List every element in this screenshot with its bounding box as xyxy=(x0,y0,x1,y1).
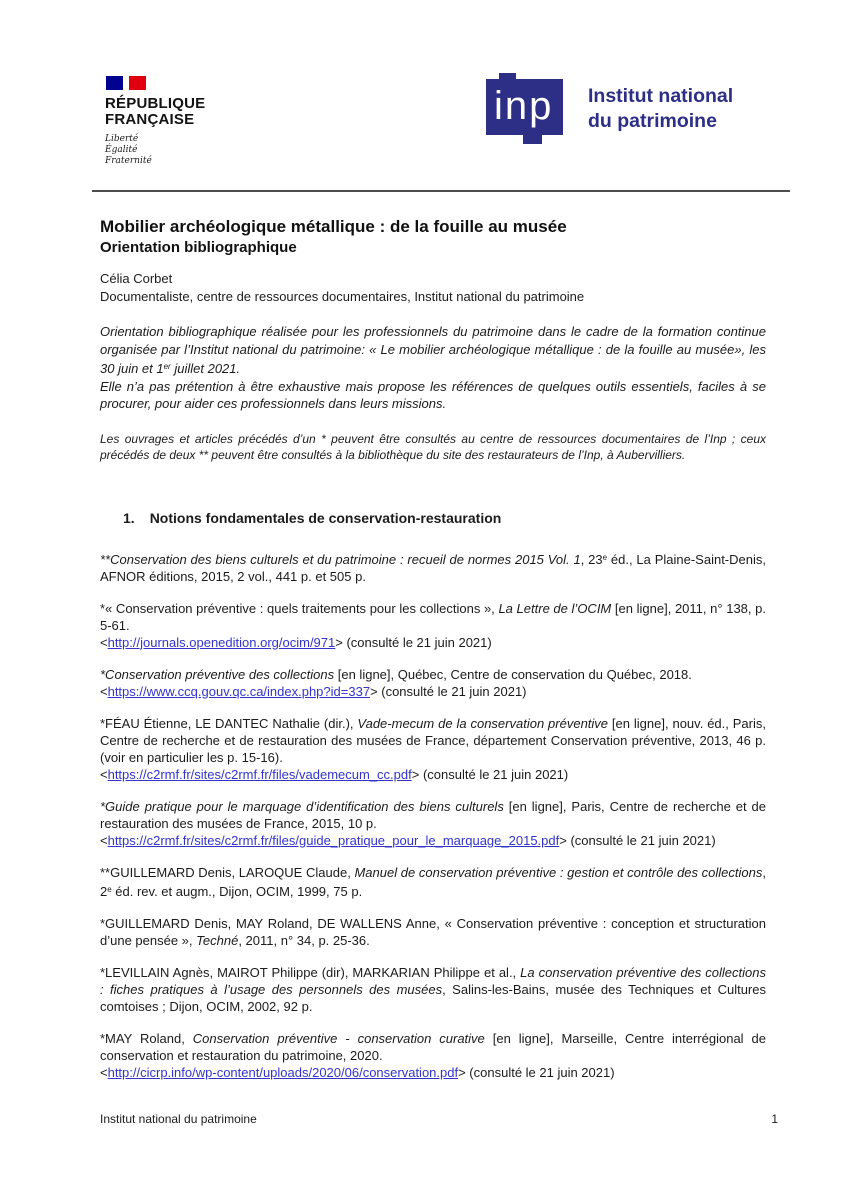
republique-francaise-logo xyxy=(105,76,205,167)
inp-label-line1: Institut national xyxy=(588,85,734,107)
bibliography-entry xyxy=(100,549,766,585)
text-run: , 23 xyxy=(580,551,603,567)
text-run: [en ligne], nouv. éd., Paris, Centre de recherche et de restauration des musées de France, département Conservation préventive, 2013, 46 p. (voir en particulier les p. 15-16). xyxy=(100,715,766,765)
text-run: [en ligne], 2011, n° 138, p. 5-61. xyxy=(100,600,767,633)
text-run: *MAY Roland, xyxy=(100,1030,193,1046)
text-run: Conservation préventive - conservation curative xyxy=(192,1030,485,1046)
text-run: < xyxy=(100,832,108,848)
text-run: > (consulté le 21 juin 2021) xyxy=(559,832,716,848)
text-run: [en ligne], Marseille, Centre interrégional de conservation et restauration du patrimoine, 2020. xyxy=(100,1030,766,1063)
text-run: , 2 xyxy=(100,864,766,899)
motto-egalite: Égalité xyxy=(105,145,138,155)
text-run: Elle n’a pas prétention à être exhaustive mais propose les références de quelques outils essentiels, faciles à se procurer, pour aider ces professionnels dans leurs missions. xyxy=(100,378,766,411)
inp-logo xyxy=(486,79,734,135)
republique-motto xyxy=(105,134,205,167)
text-run: *GUILLEMARD Denis, MAY Roland, DE WALLENS Anne, « Conservation préventive : conception et structuration d’une pensée », xyxy=(100,915,766,948)
text-run: , Salins-les-Bains, musée des Techniques et Cultures comtoises ; Dijon, OCIM, 2002, 92 p. xyxy=(100,981,766,1014)
text-run: La Lettre de l’OCIM xyxy=(498,600,612,616)
text-run: < xyxy=(100,1064,108,1080)
text-run: Les ouvrages et articles précédés d’un * peuvent être consultés au centre de ressources documentaires de l’Inp ; ceux précédés de deux ** peuvent être consultés à la bibliothèque du site des restaurateurs de l’Inp, à Aubervilliers. xyxy=(100,431,766,462)
section-heading xyxy=(100,509,766,527)
flag-red-stripe xyxy=(129,76,146,90)
footer-institution: Institut national du patrimoine xyxy=(100,1112,257,1126)
motto-liberte: Liberté xyxy=(105,134,139,144)
reference-link[interactable]: https://c2rmf.fr/sites/c2rmf.fr/files/vademecum_cc.pdf xyxy=(107,766,412,782)
text-run: e xyxy=(107,884,112,894)
header-divider xyxy=(92,190,790,192)
text-run: éd., La Plaine-Saint-Denis, AFNOR éditions, 2015, 2 vol., 441 p. et 505 p. xyxy=(100,551,766,584)
inp-logo-box xyxy=(486,79,563,135)
text-run: er xyxy=(163,362,171,371)
intro-paragraph xyxy=(100,323,766,413)
bibliography-entry xyxy=(100,600,766,651)
text-run: **Conservation des biens culturels et du patrimoine : recueil de normes 2015 Vol. 1 xyxy=(100,551,581,567)
reference-link[interactable]: https://www.ccq.gouv.qc.ca/index.php?id=337 xyxy=(107,683,371,699)
text-run: juillet 2021. xyxy=(170,361,241,376)
bibliography-entry xyxy=(100,1030,766,1081)
text-run: La conservation préventive des collections : fiches pratiques à l’usage des personnels des musées xyxy=(100,964,766,997)
text-run: < xyxy=(100,766,108,782)
section-number: 1. xyxy=(123,509,135,526)
text-run: Vade-mecum de la conservation préventive xyxy=(357,715,609,731)
bibliography-list xyxy=(100,549,766,1081)
text-run: [en ligne], Québec, Centre de conservation du Québec, 2018. xyxy=(334,666,692,682)
page-number: 1 xyxy=(771,1112,778,1126)
text-run: > (consulté le 21 juin 2021) xyxy=(335,634,492,650)
text-run: > (consulté le 21 juin 2021) xyxy=(370,683,527,699)
republique-name-line1: RÉPUBLIQUE xyxy=(105,95,206,112)
text-run: < xyxy=(100,634,108,650)
section-title: Notions fondamentales de conservation-restauration xyxy=(149,509,502,526)
bibliography-entry xyxy=(100,964,766,1015)
bibliography-entry xyxy=(100,798,766,849)
bibliography-entry xyxy=(100,864,766,900)
page-subtitle: Orientation bibliographique xyxy=(100,239,297,256)
availability-note xyxy=(100,431,766,463)
inp-acronym: inp xyxy=(494,84,554,128)
author-role: Documentaliste, centre de ressources documentaires, Institut national du patrimoine xyxy=(100,289,585,304)
text-run: < xyxy=(100,683,108,699)
author-block xyxy=(100,270,766,306)
text-run: e xyxy=(602,552,608,562)
inp-label-line2: du patrimoine xyxy=(588,110,717,132)
author-name: Célia Corbet xyxy=(100,271,173,286)
motto-fraternite: Fraternité xyxy=(105,156,152,166)
french-flag-icon xyxy=(106,76,205,90)
inp-label xyxy=(588,84,733,134)
text-run: Orientation bibliographique réalisée pour les professionnels du patrimoine dans le cadre de la formation continue organisée par l’Institut national du patrimoine: « Le mobilier archéologique métallique : de la fouille au musée», les 30 juin et 1 xyxy=(100,324,766,376)
text-run: Techné xyxy=(196,932,239,948)
text-run: **GUILLEMARD Denis, LAROQUE Claude, xyxy=(100,864,355,880)
text-run: *LEVILLAIN Agnès, MAIROT Philippe (dir), MARKARIAN Philippe et al., xyxy=(100,964,521,980)
text-run: *FÉAU Étienne, LE DANTEC Nathalie (dir.), xyxy=(100,715,358,731)
text-run: > (consulté le 21 juin 2021) xyxy=(411,766,569,782)
reference-link[interactable]: http://cicrp.info/wp-content/uploads/2020/06/conservation.pdf xyxy=(107,1064,459,1080)
bibliography-entry xyxy=(100,666,766,700)
republique-name-line2: FRANÇAISE xyxy=(105,110,195,128)
text-run: , 2011, n° 34, p. 25-36. xyxy=(238,932,370,948)
document-content xyxy=(100,216,766,1096)
bibliography-entry xyxy=(100,715,766,783)
text-run: *Conservation préventive des collections xyxy=(100,666,335,682)
text-run: [en ligne], Paris, Centre de recherche et de restauration des musées de France, 2015, 10 p. xyxy=(100,798,766,831)
text-run: *Guide pratique pour le marquage d’identification des biens culturels xyxy=(100,798,504,814)
flag-blue-stripe xyxy=(106,76,123,90)
reference-link[interactable]: http://journals.openedition.org/ocim/971 xyxy=(107,634,336,650)
text-run: Manuel de conservation préventive : gestion et contrôle des collections xyxy=(354,864,763,880)
text-run: éd. rev. et augm., Dijon, OCIM, 1999, 75 p. xyxy=(111,883,363,899)
reference-link[interactable]: https://c2rmf.fr/sites/c2rmf.fr/files/guide_pratique_pour_le_marquage_2015.pdf xyxy=(107,832,560,848)
text-run: > (consulté le 21 juin 2021) xyxy=(458,1064,615,1080)
text-run: *« Conservation préventive : quels traitements pour les collections », xyxy=(100,600,499,616)
bibliography-entry xyxy=(100,915,766,949)
page-title: Mobilier archéologique métallique : de la fouille au musée xyxy=(100,217,567,236)
